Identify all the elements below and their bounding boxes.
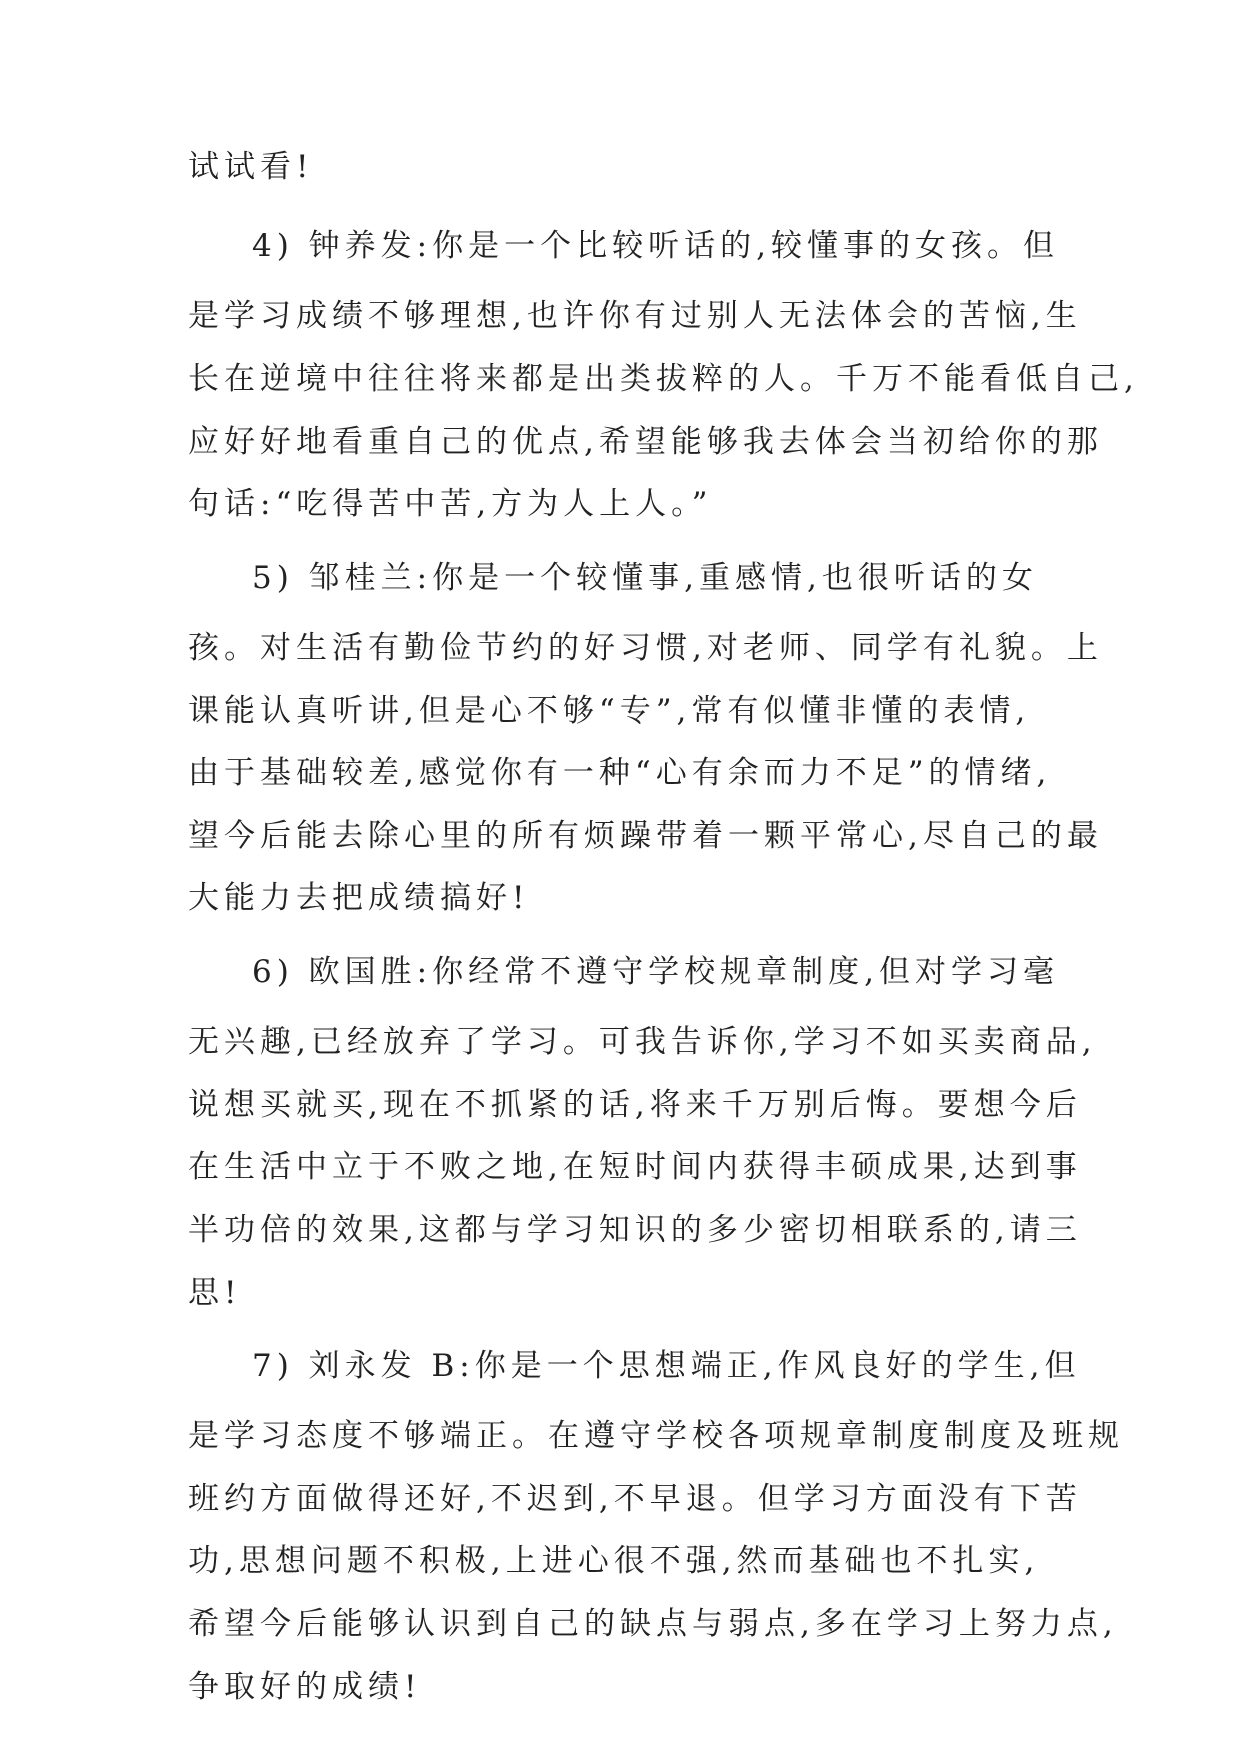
paragraph-6-heading-line: 6) 欧国胜:你经常不遵守学校规章制度,但对学习毫 — [252, 954, 1059, 990]
paragraph-7-heading-line: 7) 刘永发 B:你是一个思想端正,作风良好的学生,但 — [252, 1348, 1081, 1384]
paragraph-5-heading-line: 5) 邹桂兰:你是一个较懂事,重感情,也很听话的女 — [252, 560, 1038, 596]
text-line: 试试看! — [188, 149, 314, 185]
text-line: 争取好的成绩! — [188, 1669, 422, 1705]
text-line: 在生活中立于不败之地,在短时间内获得丰硕成果,达到事 — [188, 1149, 1082, 1185]
text-line: 半功倍的效果,这都与学习知识的多少密切相联系的,请三 — [188, 1212, 1082, 1248]
text-line: 功,思想问题不积极,上进心很不强,然而基础也不扎实, — [188, 1543, 1040, 1579]
text-line: 是学习成绩不够理想,也许你有过别人无法体会的苦恼,生 — [188, 298, 1082, 334]
text-line: 句话:“吃得苦中苦,方为人上人。” — [188, 486, 713, 522]
text-line: 望今后能去除心里的所有烦躁带着一颗平常心,尽自己的最 — [188, 818, 1103, 854]
text-line: 孩。对生活有勤俭节约的好习惯,对老师、同学有礼貌。上 — [188, 630, 1103, 666]
text-line: 无兴趣,已经放弃了学习。可我告诉你,学习不如买卖商品, — [188, 1024, 1097, 1060]
paragraph-4-heading-line: 4) 钟养发:你是一个比较听话的,较懂事的女孩。但 — [252, 228, 1059, 264]
text-line: 大能力去把成绩搞好! — [188, 880, 530, 916]
text-line: 说想买就买,现在不抓紧的话,将来千万别后悔。要想今后 — [188, 1087, 1082, 1123]
text-line: 课能认真听讲,但是心不够“专”,常有似懂非懂的表情, — [188, 693, 1031, 729]
text-line: 班约方面做得还好,不迟到,不早退。但学习方面没有下苦 — [188, 1481, 1082, 1517]
text-line: 思! — [188, 1275, 242, 1311]
text-line: 应好好地看重自己的优点,希望能够我去体会当初给你的那 — [188, 424, 1103, 460]
text-line: 是学习态度不够端正。在遵守学校各项规章制度制度及班规 — [188, 1418, 1124, 1454]
text-line: 长在逆境中往往将来都是出类拔粹的人。千万不能看低自己, — [188, 361, 1139, 397]
text-line: 希望今后能够认识到自己的缺点与弱点,多在学习上努力点, — [188, 1606, 1118, 1642]
text-line: 由于基础较差,感觉你有一种“心有余而力不足”的情绪, — [188, 755, 1052, 791]
